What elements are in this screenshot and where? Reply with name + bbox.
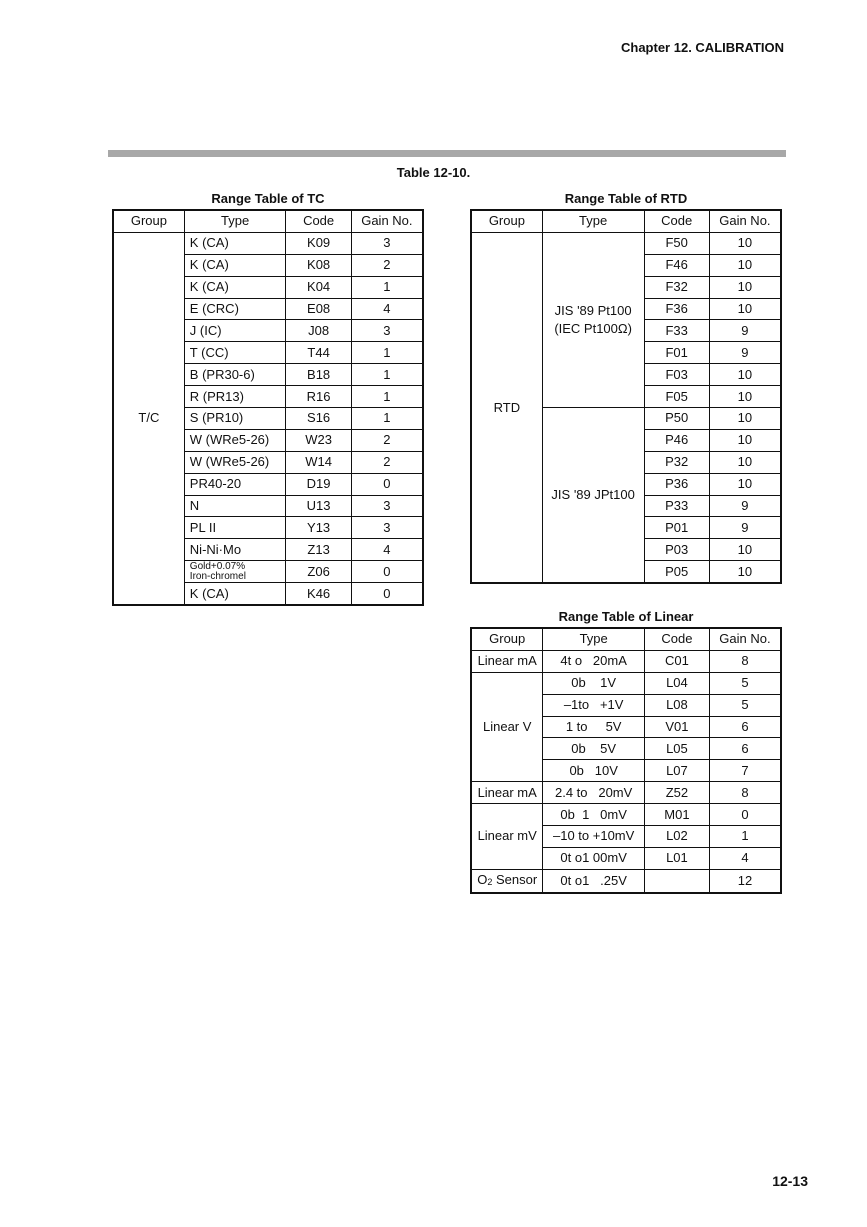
col-group: Group [471, 628, 543, 650]
type-line: (IEC Pt100Ω) [554, 320, 632, 336]
group-cell: Linear mA [471, 782, 543, 804]
table-row [471, 804, 781, 826]
o2-prefix: O [477, 871, 488, 887]
gain-cell: 1 [351, 364, 423, 386]
gain-cell: 0 [351, 583, 423, 605]
gain-cell: 5 [709, 694, 781, 716]
code-cell: U13 [286, 495, 351, 517]
gain-cell: 3 [351, 517, 423, 539]
col-type: Type [542, 210, 644, 232]
tc-group: T/C [113, 232, 184, 605]
code-cell: K09 [286, 232, 351, 254]
tc-table [112, 209, 424, 606]
gain-cell: 1 [351, 386, 423, 408]
type-cell: 0b 1V [543, 672, 645, 694]
gain-cell: 4 [709, 847, 781, 869]
table-row [471, 869, 781, 893]
group-cell [471, 869, 543, 893]
gain-cell: 1 [351, 276, 423, 298]
code-cell: K08 [286, 254, 351, 276]
type-cell: K (CA) [184, 254, 286, 276]
code-cell: T44 [286, 342, 351, 364]
type-cell [184, 561, 286, 583]
gain-cell: 6 [709, 738, 781, 760]
col-gain: Gain No. [709, 628, 781, 650]
table-row [471, 650, 781, 672]
type-cell: 0t o1 00mV [543, 847, 645, 869]
type-cell: N [184, 495, 286, 517]
gain-cell: 3 [351, 495, 423, 517]
code-cell: Z13 [286, 539, 351, 561]
code-cell: Y13 [286, 517, 351, 539]
rtd-type-jpt100: JIS '89 JPt100 [542, 408, 644, 584]
gain-cell: 10 [709, 276, 781, 298]
code-cell: E08 [286, 298, 351, 320]
type-cell: 2.4 to 20mV [543, 782, 645, 804]
rtd-group: RTD [471, 232, 542, 583]
code-cell: L05 [644, 738, 709, 760]
code-cell: F03 [644, 364, 709, 386]
group-cell: Linear V [471, 672, 543, 781]
type-cell: J (IC) [184, 320, 286, 342]
gain-cell: 10 [709, 364, 781, 386]
rtd-type-pt100 [542, 232, 644, 407]
code-cell: L08 [644, 694, 709, 716]
code-cell: F46 [644, 254, 709, 276]
gain-cell: 9 [709, 342, 781, 364]
gain-cell: 2 [351, 429, 423, 451]
gain-cell: 5 [709, 672, 781, 694]
code-cell: F05 [644, 386, 709, 408]
code-cell: K46 [286, 583, 351, 605]
code-cell [644, 869, 709, 893]
gain-cell: 0 [709, 804, 781, 826]
gain-cell: 10 [709, 429, 781, 451]
type-cell: 0b 1 0mV [543, 804, 645, 826]
code-cell: S16 [286, 408, 351, 430]
col-type: Type [543, 628, 645, 650]
gain-cell: 4 [351, 298, 423, 320]
code-cell: D19 [286, 473, 351, 495]
gain-cell: 0 [351, 473, 423, 495]
type-cell: –10 to +10mV [543, 826, 645, 848]
linear-caption: Range Table of Linear [558, 609, 694, 624]
type-line: Iron-chromel [189, 570, 246, 582]
type-cell: K (CA) [184, 276, 286, 298]
type-cell: 0b 5V [543, 738, 645, 760]
gain-cell: 6 [709, 716, 781, 738]
code-cell: F50 [644, 232, 709, 254]
type-cell: 1 to 5V [543, 716, 645, 738]
rtd-header-row [471, 210, 781, 232]
gain-cell: 12 [709, 869, 781, 893]
gain-cell: 3 [351, 232, 423, 254]
type-cell: T (CC) [184, 342, 286, 364]
code-cell: P32 [644, 451, 709, 473]
gain-cell: 8 [709, 650, 781, 672]
gain-cell: 10 [709, 561, 781, 583]
gain-cell: 10 [709, 232, 781, 254]
gain-cell: 10 [709, 408, 781, 430]
group-cell: Linear mV [471, 804, 543, 870]
type-line: Gold+0.07% [189, 560, 246, 572]
col-type: Type [184, 210, 286, 232]
table-row [471, 232, 781, 254]
code-cell: F01 [644, 342, 709, 364]
code-cell: W14 [286, 451, 351, 473]
type-cell: Ni-Ni·Mo [184, 539, 286, 561]
gain-cell: 2 [351, 451, 423, 473]
type-cell: W (WRe5-26) [184, 451, 286, 473]
gain-cell: 9 [709, 495, 781, 517]
type-cell: 0b 10V [543, 760, 645, 782]
o2-subscript: 2 [487, 876, 493, 887]
rtd-table [470, 209, 782, 584]
col-gain: Gain No. [351, 210, 423, 232]
type-cell: B (PR30-6) [184, 364, 286, 386]
code-cell: C01 [644, 650, 709, 672]
code-cell: P03 [644, 539, 709, 561]
code-cell: P33 [644, 495, 709, 517]
gain-cell: 9 [709, 320, 781, 342]
col-code: Code [644, 628, 709, 650]
table-row [471, 672, 781, 694]
gain-cell: 2 [351, 254, 423, 276]
gain-cell: 10 [709, 539, 781, 561]
gain-cell: 9 [709, 517, 781, 539]
gain-cell: 1 [351, 408, 423, 430]
code-cell: F32 [644, 276, 709, 298]
gain-cell: 10 [709, 473, 781, 495]
code-cell: L01 [644, 847, 709, 869]
code-cell: P46 [644, 429, 709, 451]
type-cell: –1to +1V [543, 694, 645, 716]
code-cell: R16 [286, 386, 351, 408]
group-cell: Linear mA [471, 650, 543, 672]
col-code: Code [286, 210, 351, 232]
code-cell: P50 [644, 408, 709, 430]
code-cell: F36 [644, 298, 709, 320]
code-cell: J08 [286, 320, 351, 342]
gain-cell: 1 [351, 342, 423, 364]
code-cell: P05 [644, 561, 709, 583]
code-cell: Z52 [644, 782, 709, 804]
chapter-header: Chapter 12. CALIBRATION [621, 40, 784, 55]
table-row [471, 782, 781, 804]
gain-cell: 0 [351, 561, 423, 583]
code-cell: M01 [644, 804, 709, 826]
type-cell: K (CA) [184, 232, 286, 254]
linear-table [470, 627, 782, 894]
gain-cell: 10 [709, 386, 781, 408]
rtd-caption: Range Table of RTD [564, 191, 688, 206]
type-line: JIS '89 Pt100 [554, 302, 632, 318]
gain-cell: 3 [351, 320, 423, 342]
col-code: Code [644, 210, 709, 232]
linear-header-row [471, 628, 781, 650]
header-rule [108, 150, 786, 157]
page-number: 12-13 [772, 1173, 808, 1189]
type-cell: PL II [184, 517, 286, 539]
code-cell: F33 [644, 320, 709, 342]
table-row [113, 232, 423, 254]
code-cell: L07 [644, 760, 709, 782]
type-cell: K (CA) [184, 583, 286, 605]
type-cell: 0t o1 .25V [543, 869, 645, 893]
gain-cell: 1 [709, 826, 781, 848]
col-gain: Gain No. [709, 210, 781, 232]
col-group: Group [471, 210, 542, 232]
type-cell: S (PR10) [184, 408, 286, 430]
col-group: Group [113, 210, 184, 232]
gain-cell: 7 [709, 760, 781, 782]
type-cell: 4t o 20mA [543, 650, 645, 672]
table-number: Table 12-10. [396, 165, 471, 180]
type-cell: PR40-20 [184, 473, 286, 495]
code-cell: P36 [644, 473, 709, 495]
type-cell: R (PR13) [184, 386, 286, 408]
gain-cell: 8 [709, 782, 781, 804]
type-cell: W (WRe5-26) [184, 429, 286, 451]
gain-cell: 10 [709, 298, 781, 320]
code-cell: P01 [644, 517, 709, 539]
type-cell: E (CRC) [184, 298, 286, 320]
o2-suffix: Sensor [492, 871, 538, 887]
code-cell: B18 [286, 364, 351, 386]
code-cell: Z06 [286, 561, 351, 583]
code-cell: L04 [644, 672, 709, 694]
gain-cell: 4 [351, 539, 423, 561]
gain-cell: 10 [709, 451, 781, 473]
code-cell: W23 [286, 429, 351, 451]
tc-header-row [113, 210, 423, 232]
gain-cell: 10 [709, 254, 781, 276]
code-cell: K04 [286, 276, 351, 298]
code-cell: V01 [644, 716, 709, 738]
tc-caption: Range Table of TC [211, 191, 325, 206]
code-cell: L02 [644, 826, 709, 848]
